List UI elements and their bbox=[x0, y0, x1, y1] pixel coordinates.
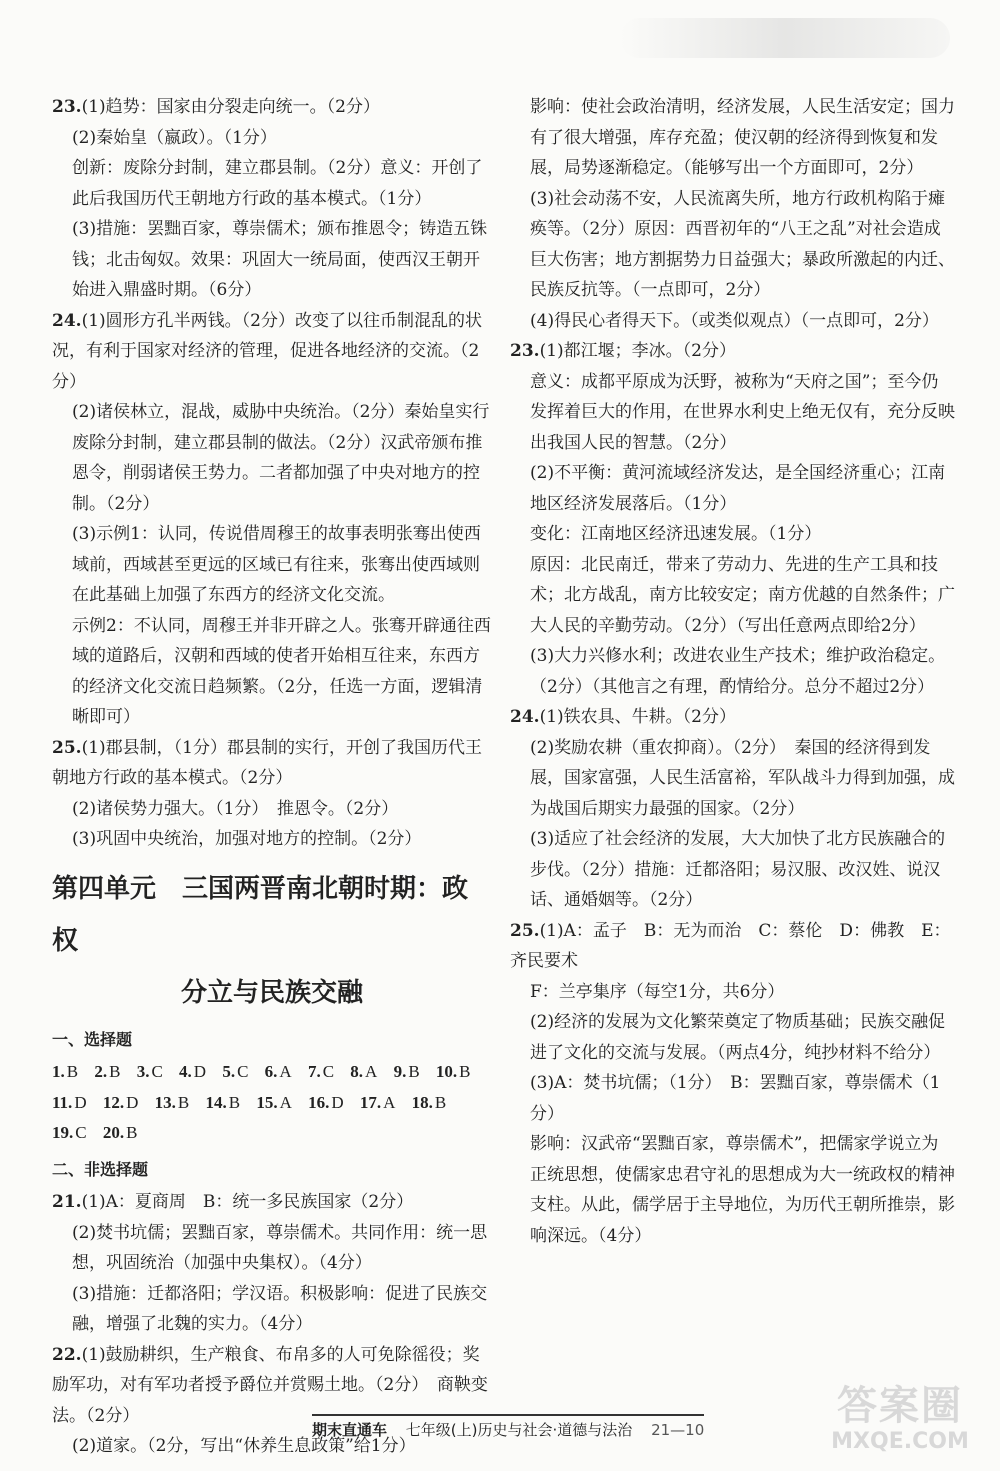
question-25-right bbox=[510, 916, 955, 1252]
answer-line: (3)示例1：认同，传说借周穆王的故事表明张骞出使西域前，西域甚至更远的区域已有往来，张骞出使西域则在此基础上加强了东西方的经济文化交流。 bbox=[72, 524, 481, 605]
answer-line: (1)鼓励耕织，生产粮食、布帛多的人可免除徭役；奖励军功，对有军功者授予爵位并赏赐土地。（2分） 商鞅变法。（2分） bbox=[52, 1344, 488, 1426]
question-24-left bbox=[52, 306, 492, 733]
answer-line: (1)都江堰；李冰。（2分） bbox=[539, 341, 736, 361]
choice-answer: 6. A bbox=[264, 1062, 292, 1081]
answer-line: (2)道家。（2分，写出“休养生息政策”给1分） bbox=[72, 1436, 416, 1456]
choice-answer: 4. D bbox=[179, 1062, 207, 1081]
answer-line: (3)大力兴修水利；改进农业生产技术；维护政治稳定。（2分）（其他言之有理，酌情给分。总分不超过2分） bbox=[530, 646, 946, 697]
choice-answer: 18. B bbox=[411, 1092, 447, 1112]
choice-answer: 5. C bbox=[222, 1062, 249, 1081]
choice-answer: 9. B bbox=[393, 1062, 420, 1081]
answer-line: (3)措施：迁都洛阳；学汉语。积极影响：促进了民族交融，增强了北魏的实力。（4分） bbox=[72, 1283, 488, 1334]
answer-line: 变化：江南地区经济迅速发展。（1分） bbox=[530, 524, 822, 544]
question-number: 23. bbox=[510, 341, 540, 361]
answer-line: (3)A：焚书坑儒；（1分） B：罢黜百家，尊崇儒术（1分） bbox=[530, 1073, 941, 1124]
page-footer bbox=[312, 1414, 704, 1441]
question-24-right bbox=[510, 702, 955, 916]
answer-line: (1)A：孟子 B：无为而治 C：蔡伦 D：佛教 E：齐民要术 bbox=[510, 920, 951, 971]
choice-answer: 16. D bbox=[308, 1092, 344, 1112]
choice-answers bbox=[52, 1057, 492, 1149]
answer-line: F：兰亭集序（每空1分，共6分） bbox=[530, 981, 785, 1002]
answer-line: (3)措施：罢黜百家，尊崇儒术；颁布推恩令；铸造五铢钱；北击匈奴。效果：巩固大一统局面，使西汉王朝开始进入鼎盛时期。（6分） bbox=[72, 219, 488, 300]
choice-answer: 1. B bbox=[52, 1062, 79, 1081]
question-number: 23. bbox=[52, 97, 82, 117]
left-column bbox=[52, 92, 492, 1462]
question-number: 25. bbox=[510, 920, 540, 941]
question-number: 21. bbox=[52, 1192, 82, 1212]
answer-line: (2)诸侯势力强大。（1分） 推恩令。（2分） bbox=[72, 798, 399, 819]
question-25-left bbox=[52, 733, 492, 855]
answer-line: (2)秦始皇（嬴政）。（1分） bbox=[72, 127, 277, 148]
answer-line: 意义：成都平原成为沃野，被称为“天府之国”；至今仍发挥着巨大的作用，在世界水利史上绝无仅有，充分反映出我国人民的智慧。（2分） bbox=[530, 371, 955, 453]
choice-answer: 15. A bbox=[256, 1092, 292, 1112]
section-heading-choice: 一、选择题 bbox=[52, 1029, 133, 1049]
answer-line: (2)经济的发展为文化繁荣奠定了物质基础；民族交融促进了文化的交流与发展。（两点4分，纯抄材料不给分） bbox=[530, 1012, 946, 1063]
watermark-text: 答案圈 bbox=[837, 1383, 963, 1429]
question-number: 24. bbox=[52, 310, 82, 331]
choice-answer: 7. C bbox=[307, 1062, 335, 1081]
answer-line: (1)圆形方孔半两钱。（2分）改变了以往币制混乱的状况，有利于国家对经济的管理，促进各地经济的交流。（2分） bbox=[52, 310, 482, 392]
answer-row bbox=[52, 1118, 492, 1149]
answer-row bbox=[52, 1057, 492, 1088]
answer-line: 创新：废除分封制，建立郡县制。（2分）意义：开创了此后我国历代王朝地方行政的基本模式。（1分） bbox=[72, 158, 483, 209]
footer-title: 七年级(上)历史与社会·道德与法治 bbox=[405, 1421, 633, 1439]
choice-answer: 17. A bbox=[359, 1092, 396, 1112]
watermark-logo bbox=[820, 1383, 980, 1463]
footer-brand: 期末直通车 bbox=[312, 1421, 388, 1439]
question-22-continued bbox=[510, 92, 955, 336]
answer-line: (4)得民心者得天下。（或类似观点）（一点即可，2分） bbox=[530, 310, 939, 331]
answer-line: 示例2：不认同，周穆王并非开辟之人。张骞开辟通往西域的道路后，汉朝和西域的使者开始相互往来，东西方的经济文化交流日趋频繁。（2分，任选一方面，逻辑清晰即可） bbox=[72, 615, 491, 727]
answer-row bbox=[52, 1088, 492, 1119]
answer-line: (1)趋势：国家由分裂走向统一。（2分） bbox=[81, 97, 380, 117]
answer-line: (2)奖励农耕（重农抑商）。（2分） 秦国的经济得到发展，国家富强，人民生活富裕，军队战斗力得到加强，成为战国后期实力最强的国家。（2分） bbox=[530, 737, 955, 819]
section-heading-nonchoice: 二、非选择题 bbox=[52, 1159, 149, 1179]
choice-answer: 10. B bbox=[435, 1062, 471, 1081]
choice-answer: 2. B bbox=[94, 1062, 121, 1081]
watermark-url: MXQE.COM bbox=[831, 1429, 969, 1454]
choice-answer: 13. B bbox=[154, 1092, 190, 1112]
answer-line: 影响：使社会政治清明，经济发展，人民生活安定；国力有了很大增强，库存充盈；使汉朝的经济得到恢复和发展，局势逐渐稳定。（能够写出一个方面即可，2分） bbox=[530, 97, 955, 178]
unit-title-line-2: 分立与民族交融 bbox=[180, 977, 363, 1008]
question-number: 25. bbox=[52, 737, 82, 758]
answer-line: (2)焚书坑儒；罢黜百家，尊崇儒术。共同作用：统一思想，巩固统治（加强中央集权）。（4分） bbox=[72, 1222, 488, 1273]
answer-line: 影响：汉武帝“罢黜百家，尊崇儒术”，把儒家学说立为正统思想，使儒家忠君守礼的思想成为大一统政权的精神支柱。从此，儒学居于主导地位，为历代王朝所推崇，影响深远。（4分） bbox=[530, 1134, 955, 1246]
question-number: 22. bbox=[52, 1344, 82, 1365]
right-column bbox=[510, 92, 955, 1251]
question-23-right bbox=[510, 336, 955, 702]
choice-answer: 14. B bbox=[205, 1092, 241, 1112]
answer-line: (3)社会动荡不安，人民流离失所，地方行政机构陷于瘫痪等。（2分）原因：西晋初年的“八王之乱”对社会造成巨大伤害；地方割据势力日益强大；暴政所激起的内迁、民族反抗等。（一点即可，2分） bbox=[530, 188, 955, 300]
choice-answer: 20. B bbox=[102, 1123, 138, 1142]
answer-line: (1)A：夏商周 B：统一多民族国家（2分） bbox=[81, 1192, 414, 1212]
answer-line: (1)铁农具、牛耕。（2分） bbox=[539, 707, 736, 727]
choice-answer: 8. A bbox=[350, 1062, 378, 1081]
answer-line: (3)适应了社会经济的发展，大大加快了北方民族融合的步伐。（2分）措施：迁都洛阳；易汉服、改汉姓、说汉话、通婚姻等。（2分） bbox=[530, 829, 946, 910]
answer-line: (2)不平衡：黄河流域经济发达，是全国经济重心；江南地区经济发展落后。（1分） bbox=[530, 463, 946, 514]
choice-answer: 12. D bbox=[102, 1092, 139, 1112]
question-21 bbox=[52, 1187, 492, 1340]
answer-line: (2)诸侯林立，混战，威胁中央统治。（2分）秦始皇实行废除分封制，建立郡县制的做法。（2分）汉武帝颁布推恩令，削弱诸侯王势力。二者都加强了中央对地方的控制。（2分） bbox=[72, 402, 490, 514]
page-number: 21—10 bbox=[651, 1421, 705, 1439]
question-number: 24. bbox=[510, 707, 540, 727]
scan-smudge bbox=[620, 18, 950, 58]
answer-line: 原因：北民南迁，带来了劳动力、先进的生产工具和技术；北方战乱，南方比较安定；南方优越的自然条件；广大人民的辛勤劳动。（2分）（写出任意两点即给2分） bbox=[530, 554, 955, 636]
answer-line: (3)巩固中央统治，加强对地方的控制。（2分） bbox=[72, 829, 422, 849]
choice-answer: 11. D bbox=[52, 1092, 87, 1112]
unit-title-line-1: 第四单元 三国两晋南北朝时期：政权 bbox=[52, 873, 469, 956]
unit-title bbox=[52, 863, 492, 1019]
question-23-left bbox=[52, 92, 492, 306]
choice-answer: 19. C bbox=[52, 1123, 87, 1142]
choice-answer: 3. C bbox=[136, 1062, 163, 1081]
answer-line: (1)郡县制，（1分）郡县制的实行，开创了我国历代王朝地方行政的基本模式。（2分） bbox=[52, 737, 482, 788]
question-22 bbox=[52, 1340, 492, 1462]
